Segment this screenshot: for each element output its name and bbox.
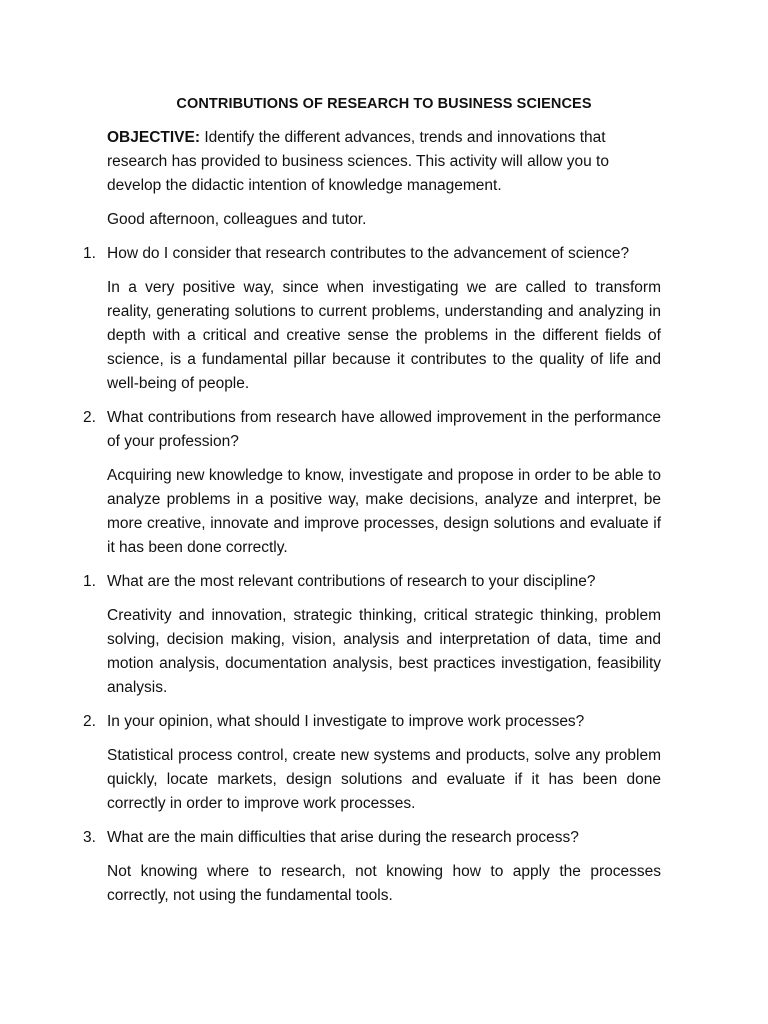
question-text: What are the most relevant contributions of research to your discipline? — [107, 573, 596, 590]
question — [83, 570, 661, 594]
question — [83, 710, 661, 734]
question-number: 2. — [83, 713, 96, 730]
objective-paragraph — [107, 126, 661, 198]
document-body — [83, 126, 661, 918]
question-text: In your opinion, what should I investigate to improve work processes? — [107, 713, 585, 730]
section-1 — [83, 242, 661, 396]
document-title: CONTRIBUTIONS OF RESEARCH TO BUSINESS SCIENCES — [176, 96, 592, 112]
answer: Statistical process control, create new systems and products, solve any problem quickly, locate markets, design solutions and evaluate if it has been done correctly in order to improve work processes. — [107, 747, 661, 812]
answer: Creativity and innovation, strategic thinking, critical strategic thinking, problem solving, decision making, vision, analysis and interpretation of data, time and motion analysis, documentation analysis, best practices investigation, feasibility analysis. — [107, 607, 661, 696]
greeting: Good afternoon, colleagues and tutor. — [107, 211, 367, 228]
objective-text: Identify the different advances, trends and innovations that research has provided to business sciences. This activity will allow you to develop the didactic intention of knowledge management. — [107, 129, 609, 194]
section-2 — [83, 406, 661, 560]
question-number: 1. — [83, 573, 96, 590]
question — [83, 826, 661, 850]
question-number: 2. — [83, 409, 96, 426]
objective-label: OBJECTIVE: — [107, 129, 201, 146]
answer: Not knowing where to research, not knowing how to apply the processes correctly, not using the fundamental tools. — [107, 863, 661, 904]
question — [83, 242, 661, 266]
question-text: What are the main difficulties that arise during the research process? — [107, 829, 579, 846]
question-text: What contributions from research have allowed improvement in the performance of your profession? — [107, 409, 661, 450]
answer: In a very positive way, since when investigating we are called to transform reality, generating solutions to current problems, understanding and analyzing in depth with a critical and creative sense the problems in the different fields of science, is a fundamental pillar because it contributes to the quality of life and well-being of people. — [107, 279, 661, 392]
question-number: 1. — [83, 245, 96, 262]
question — [83, 406, 661, 454]
section-5 — [83, 826, 661, 908]
question-number: 3. — [83, 829, 96, 846]
section-4 — [83, 710, 661, 816]
answer: Acquiring new knowledge to know, investigate and propose in order to be able to analyze problems in a positive way, make decisions, analyze and interpret, be more creative, innovate and improve processes, design solutions and evaluate if it has been done correctly. — [107, 467, 661, 556]
section-3 — [83, 570, 661, 700]
question-text: How do I consider that research contributes to the advancement of science? — [107, 245, 630, 262]
